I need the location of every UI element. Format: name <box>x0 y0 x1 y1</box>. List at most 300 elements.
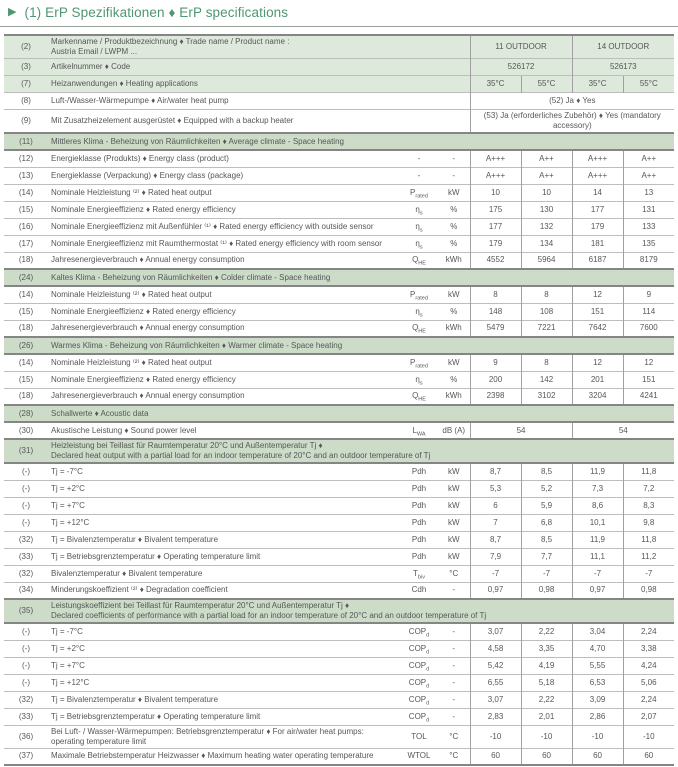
value-cell: -7 <box>470 565 521 582</box>
table-row <box>4 691 674 708</box>
table-row <box>4 657 674 674</box>
description-cell: Tj = +12°C <box>48 674 400 691</box>
value-cell: 0,97 <box>470 582 521 599</box>
value-cell: 60 <box>470 748 521 765</box>
description-cell: Tj = +7°C <box>48 657 400 674</box>
value-cell: 4552 <box>470 252 521 269</box>
table-row <box>4 725 674 748</box>
row-number-cell: (14) <box>4 286 48 303</box>
table-row <box>4 708 674 725</box>
value-cell: 134 <box>521 235 572 252</box>
value-cell: 9 <box>623 286 674 303</box>
description-cell: Nominale Heizleistung ⁽²⁾ ♦ Rated heat output <box>48 184 400 201</box>
value-cell: 11,2 <box>623 548 674 565</box>
value-cell: 4,19 <box>521 657 572 674</box>
row-number-cell: (-) <box>4 640 48 657</box>
value-cell: 181 <box>572 235 623 252</box>
description-cell: Tj = Bivalenztemperatur ♦ Bivalent temperature <box>48 531 400 548</box>
value-cell: A+++ <box>572 150 623 167</box>
value-cell: 6187 <box>572 252 623 269</box>
erp-spec-table-body <box>4 35 674 765</box>
value-cell: 9,8 <box>623 514 674 531</box>
value-cell: 2,86 <box>572 708 623 725</box>
value-cell: 3,04 <box>572 623 623 640</box>
section-header-row <box>4 599 674 623</box>
description-cell: Bivalenztemperatur ♦ Bivalent temperature <box>48 565 400 582</box>
value-cell: 4,70 <box>572 640 623 657</box>
symbol-cell: $COP_d$ <box>400 691 438 708</box>
value-cell: 179 <box>470 235 521 252</box>
description-cell: Luft-/Wasser-Wärmepumpe ♦ Air/water heat pump <box>48 93 470 110</box>
symbol-cell: Pdh <box>400 497 438 514</box>
value-cell: 10,1 <box>572 514 623 531</box>
symbol-cell: $P_{rated}$ <box>400 354 438 371</box>
value-cell: 6,8 <box>521 514 572 531</box>
value-cell: 11,8 <box>623 463 674 480</box>
value-cell: 10 <box>470 184 521 201</box>
value-cell: 6,55 <box>470 674 521 691</box>
description-cell: Nominale Heizleistung ⁽²⁾ ♦ Rated heat output <box>48 354 400 371</box>
description-cell: Maximale Betriebstemperatur Heizwasser ♦ Maximum heating water operating temperature <box>48 748 400 765</box>
value-cell: 8,5 <box>521 463 572 480</box>
table-row <box>4 480 674 497</box>
row-number-cell: (35) <box>4 599 48 623</box>
value-cell: 60 <box>623 748 674 765</box>
title-divider <box>0 26 678 27</box>
row-number-cell: (32) <box>4 565 48 582</box>
value-cell: 7 <box>470 514 521 531</box>
value-cell: 2,22 <box>521 623 572 640</box>
value-cell: 14 <box>572 184 623 201</box>
symbol-cell: $P_{rated}$ <box>400 286 438 303</box>
unit-cell: °C <box>438 725 470 748</box>
value-cell: 5,42 <box>470 657 521 674</box>
value-cell: 8 <box>521 354 572 371</box>
description-cell: Energieklasse (Produkts) ♦ Energy class (product) <box>48 150 400 167</box>
value-cell: 54 <box>470 422 572 439</box>
row-number-cell: (24) <box>4 269 48 286</box>
value-cell: 7221 <box>521 320 572 337</box>
row-number-cell: (9) <box>4 110 48 134</box>
value-cell: 7600 <box>623 320 674 337</box>
value-cell: 151 <box>623 371 674 388</box>
table-row <box>4 354 674 371</box>
row-number-cell: (3) <box>4 59 48 76</box>
unit-cell: % <box>438 371 470 388</box>
table-row <box>4 623 674 640</box>
value-cell: 114 <box>623 303 674 320</box>
table-row <box>4 514 674 531</box>
unit-cell: - <box>438 150 470 167</box>
value-cell: 151 <box>572 303 623 320</box>
unit-cell: % <box>438 303 470 320</box>
value-cell: 0,98 <box>521 582 572 599</box>
description-cell: Tj = Bivalenztemperatur ♦ Bivalent temperature <box>48 691 400 708</box>
value-cell: -10 <box>521 725 572 748</box>
value-cell: 6 <box>470 497 521 514</box>
value-cell: 131 <box>623 201 674 218</box>
description-cell: Tj = -7°C <box>48 463 400 480</box>
value-cell: A+++ <box>470 167 521 184</box>
description-cell: Akustische Leistung ♦ Sound power level <box>48 422 400 439</box>
value-cell: 5,55 <box>572 657 623 674</box>
row-number-cell: (14) <box>4 184 48 201</box>
value-cell: 108 <box>521 303 572 320</box>
table-row <box>4 252 674 269</box>
value-cell: 55°C <box>521 76 572 93</box>
symbol-cell: Pdh <box>400 531 438 548</box>
unit-cell: - <box>438 582 470 599</box>
value-cell: 201 <box>572 371 623 388</box>
unit-cell: % <box>438 218 470 235</box>
table-row <box>4 748 674 765</box>
unit-cell: kW <box>438 497 470 514</box>
value-cell: 177 <box>470 218 521 235</box>
symbol-cell: Pdh <box>400 514 438 531</box>
row-number-cell: (12) <box>4 150 48 167</box>
value-cell: 132 <box>521 218 572 235</box>
value-cell: 526172 <box>470 59 572 76</box>
value-cell: 11,8 <box>623 531 674 548</box>
value-cell: 5,2 <box>521 480 572 497</box>
unit-cell: - <box>438 657 470 674</box>
value-cell: 8179 <box>623 252 674 269</box>
symbol-cell: WTOL <box>400 748 438 765</box>
value-cell: 3,38 <box>623 640 674 657</box>
table-row <box>4 201 674 218</box>
row-number-cell: (-) <box>4 463 48 480</box>
value-cell: 3204 <box>572 388 623 405</box>
description-cell: Nominale Energieeffizienz ♦ Rated energy efficiency <box>48 303 400 320</box>
value-cell: 60 <box>572 748 623 765</box>
value-cell: 8,7 <box>470 531 521 548</box>
unit-cell: kWh <box>438 320 470 337</box>
symbol-cell: - <box>400 150 438 167</box>
unit-cell: - <box>438 691 470 708</box>
row-number-cell: (28) <box>4 405 48 422</box>
table-row <box>4 235 674 252</box>
description-cell: Minderungskoeffizient ⁽²⁾ ♦ Degradation coefficient <box>48 582 400 599</box>
value-cell: 133 <box>623 218 674 235</box>
row-number-cell: (32) <box>4 691 48 708</box>
row-number-cell: (14) <box>4 354 48 371</box>
value-cell: 55°C <box>623 76 674 93</box>
value-cell: 35°C <box>572 76 623 93</box>
expand-arrow-icon: ▶ <box>8 6 17 18</box>
unit-cell: - <box>438 708 470 725</box>
table-row <box>4 548 674 565</box>
unit-cell: kW <box>438 184 470 201</box>
value-cell: 3,07 <box>470 623 521 640</box>
table-row <box>4 93 674 110</box>
description-cell: Nominale Energieeffizienz ♦ Rated energy efficiency <box>48 371 400 388</box>
value-cell: 3,07 <box>470 691 521 708</box>
row-number-cell: (-) <box>4 480 48 497</box>
value-cell: 60 <box>521 748 572 765</box>
row-number-cell: (33) <box>4 548 48 565</box>
value-cell: 11,9 <box>572 463 623 480</box>
value-cell: 2,01 <box>521 708 572 725</box>
value-cell: 2,24 <box>623 691 674 708</box>
table-row <box>4 463 674 480</box>
value-cell: 7,9 <box>470 548 521 565</box>
erp-spec-table <box>4 34 674 766</box>
value-cell: 135 <box>623 235 674 252</box>
row-number-cell: (33) <box>4 708 48 725</box>
row-number-cell: (16) <box>4 218 48 235</box>
value-cell: 8,6 <box>572 497 623 514</box>
value-cell: 3,35 <box>521 640 572 657</box>
section-title-cell: Kaltes Klima - Beheizung von Räumlichkeiten ♦ Colder climate - Space heating <box>48 269 674 286</box>
section-title-cell: Mittleres Klima - Beheizung von Räumlichkeiten ♦ Average climate - Space heating <box>48 133 674 150</box>
value-cell: 11,1 <box>572 548 623 565</box>
symbol-cell: $COP_d$ <box>400 708 438 725</box>
table-row <box>4 303 674 320</box>
value-cell: 3102 <box>521 388 572 405</box>
symbol-cell: $\eta_s$ <box>400 303 438 320</box>
section-header-row <box>4 269 674 286</box>
value-cell: 5,9 <box>521 497 572 514</box>
row-number-cell: (2) <box>4 35 48 59</box>
value-cell: 7642 <box>572 320 623 337</box>
value-cell: 179 <box>572 218 623 235</box>
section-header-row <box>4 337 674 354</box>
value-cell: 7,3 <box>572 480 623 497</box>
value-cell: 526173 <box>572 59 674 76</box>
row-number-cell: (-) <box>4 674 48 691</box>
symbol-cell: $L_{WA}$ <box>400 422 438 439</box>
value-cell: 13 <box>623 184 674 201</box>
value-cell: -10 <box>572 725 623 748</box>
description-cell: Markenname / Produktbezeichnung ♦ Trade name / Product name : Austria Email / LWPM ... <box>48 35 470 59</box>
section-header-row <box>4 405 674 422</box>
page-title: (1) ErP Spezifikationen ♦ ErP specifications <box>24 5 289 20</box>
description-cell: Tj = -7°C <box>48 623 400 640</box>
description-cell: Nominale Energieeffizienz mit Raumthermostat ⁽¹⁾ ♦ Rated energy efficiency with room sensor <box>48 235 400 252</box>
value-cell: 8,7 <box>470 463 521 480</box>
value-cell: 8,3 <box>623 497 674 514</box>
unit-cell: °C <box>438 565 470 582</box>
value-cell: 10 <box>521 184 572 201</box>
symbol-cell: TOL <box>400 725 438 748</box>
value-cell: -10 <box>470 725 521 748</box>
row-number-cell: (31) <box>4 439 48 463</box>
row-number-cell: (-) <box>4 514 48 531</box>
value-cell: 5,18 <box>521 674 572 691</box>
value-cell: 7,2 <box>623 480 674 497</box>
unit-cell: dB (A) <box>438 422 470 439</box>
symbol-cell: $\eta_s$ <box>400 201 438 218</box>
value-cell: 2,07 <box>623 708 674 725</box>
symbol-cell: $COP_d$ <box>400 657 438 674</box>
value-cell: 4,58 <box>470 640 521 657</box>
value-cell: 2,22 <box>521 691 572 708</box>
table-row <box>4 582 674 599</box>
value-cell: A+++ <box>470 150 521 167</box>
description-cell: Mit Zusatzheizelement ausgerüstet ♦ Equipped with a backup heater <box>48 110 470 134</box>
description-cell: Nominale Energieeffizienz mit Außenfühler ⁽¹⁾ ♦ Rated energy efficiency with outside sensor <box>48 218 400 235</box>
description-cell: Jahresenergieverbrauch ♦ Annual energy consumption <box>48 388 400 405</box>
value-cell: A++ <box>521 150 572 167</box>
row-number-cell: (18) <box>4 388 48 405</box>
symbol-cell: $Q_{HE}$ <box>400 252 438 269</box>
table-row <box>4 422 674 439</box>
value-cell: 142 <box>521 371 572 388</box>
value-cell: A++ <box>623 150 674 167</box>
section-title-cell: Warmes Klima - Beheizung von Räumlichkeiten ♦ Warmer climate - Space heating <box>48 337 674 354</box>
section-title-cell: Schallwerte ♦ Acoustic data <box>48 405 674 422</box>
value-cell: 35°C <box>470 76 521 93</box>
symbol-cell: Pdh <box>400 548 438 565</box>
symbol-cell: Pdh <box>400 480 438 497</box>
value-cell: 148 <box>470 303 521 320</box>
symbol-cell: $Q_{HE}$ <box>400 320 438 337</box>
table-row <box>4 497 674 514</box>
value-cell: 12 <box>623 354 674 371</box>
value-cell: 8 <box>521 286 572 303</box>
table-row <box>4 218 674 235</box>
unit-cell: - <box>438 640 470 657</box>
symbol-cell: $\eta_s$ <box>400 218 438 235</box>
value-cell: 5,06 <box>623 674 674 691</box>
unit-cell: - <box>438 167 470 184</box>
unit-cell: kW <box>438 514 470 531</box>
description-cell: Bei Luft- / Wasser-Wärmepumpen: Betriebsgrenztemperatur ♦ For air/water heat pumps: operating temperature limit <box>48 725 400 748</box>
unit-cell: kW <box>438 354 470 371</box>
description-cell: Tj = Betriebsgrenztemperatur ♦ Operating temperature limit <box>48 708 400 725</box>
section-title-cell: Leistungskoeffizient bei Teillast für Raumtemperatur 20°C und Außentemperatur Tj ♦ Declared coefficients of performance with a partial load for an indoor temperature of 20°C and an outdoor temperature of Tj <box>48 599 674 623</box>
row-number-cell: (37) <box>4 748 48 765</box>
symbol-cell: $COP_d$ <box>400 674 438 691</box>
row-number-cell: (-) <box>4 623 48 640</box>
value-cell: 4241 <box>623 388 674 405</box>
value-cell: 4,24 <box>623 657 674 674</box>
row-number-cell: (11) <box>4 133 48 150</box>
value-cell: 7,7 <box>521 548 572 565</box>
value-cell: A++ <box>623 167 674 184</box>
description-cell: Energieklasse (Verpackung) ♦ Energy class (package) <box>48 167 400 184</box>
description-cell: Tj = +12°C <box>48 514 400 531</box>
table-row <box>4 150 674 167</box>
value-cell: 0,98 <box>623 582 674 599</box>
value-cell: -7 <box>521 565 572 582</box>
table-row <box>4 76 674 93</box>
table-row <box>4 565 674 582</box>
unit-cell: kW <box>438 286 470 303</box>
description-cell: Jahresenergieverbrauch ♦ Annual energy consumption <box>48 320 400 337</box>
unit-cell: - <box>438 674 470 691</box>
section-title-cell: Heizleistung bei Teillast für Raumtemperatur 20°C und Außentemperatur Tj ♦ Declared heat output with a partial load for an indoor temperature of 20°C and an outdoor temperature of Tj <box>48 439 674 463</box>
symbol-cell: $\eta_s$ <box>400 235 438 252</box>
value-cell: 14 OUTDOOR <box>572 35 674 59</box>
value-cell: 200 <box>470 371 521 388</box>
table-row <box>4 371 674 388</box>
table-row <box>4 531 674 548</box>
section-header-row <box>4 439 674 463</box>
row-number-cell: (18) <box>4 252 48 269</box>
value-cell: 11,9 <box>572 531 623 548</box>
table-row <box>4 640 674 657</box>
value-cell: A++ <box>521 167 572 184</box>
section-header-row <box>4 133 674 150</box>
row-number-cell: (15) <box>4 371 48 388</box>
value-cell: 175 <box>470 201 521 218</box>
description-cell: Jahresenergieverbrauch ♦ Annual energy consumption <box>48 252 400 269</box>
table-row <box>4 110 674 134</box>
value-cell: 2398 <box>470 388 521 405</box>
table-row <box>4 35 674 59</box>
table-row <box>4 320 674 337</box>
symbol-cell: $Q_{HE}$ <box>400 388 438 405</box>
value-cell: 5964 <box>521 252 572 269</box>
value-cell: 8 <box>470 286 521 303</box>
unit-cell: °C <box>438 748 470 765</box>
table-row <box>4 286 674 303</box>
value-cell: (53) Ja (erforderliches Zubehör) ♦ Yes (mandatory accessory) <box>470 110 674 134</box>
value-cell: -7 <box>623 565 674 582</box>
unit-cell: - <box>438 623 470 640</box>
value-cell: 2,24 <box>623 623 674 640</box>
symbol-cell: $\eta_s$ <box>400 371 438 388</box>
symbol-cell: $COP_d$ <box>400 640 438 657</box>
symbol-cell: $P_{rated}$ <box>400 184 438 201</box>
value-cell: 12 <box>572 286 623 303</box>
row-number-cell: (-) <box>4 657 48 674</box>
value-cell: 2,83 <box>470 708 521 725</box>
table-row <box>4 388 674 405</box>
value-cell: A+++ <box>572 167 623 184</box>
value-cell: 8,5 <box>521 531 572 548</box>
unit-cell: kW <box>438 531 470 548</box>
row-number-cell: (8) <box>4 93 48 110</box>
row-number-cell: (18) <box>4 320 48 337</box>
row-number-cell: (17) <box>4 235 48 252</box>
row-number-cell: (15) <box>4 303 48 320</box>
unit-cell: kW <box>438 480 470 497</box>
description-cell: Artikelnummer ♦ Code <box>48 59 470 76</box>
description-cell: Tj = +2°C <box>48 480 400 497</box>
row-number-cell: (15) <box>4 201 48 218</box>
value-cell: 5479 <box>470 320 521 337</box>
table-row <box>4 59 674 76</box>
description-cell: Tj = Betriebsgrenztemperatur ♦ Operating temperature limit <box>48 548 400 565</box>
symbol-cell: $T_{biv}$ <box>400 565 438 582</box>
table-row <box>4 184 674 201</box>
unit-cell: kW <box>438 463 470 480</box>
row-number-cell: (-) <box>4 497 48 514</box>
value-cell: 5,3 <box>470 480 521 497</box>
symbol-cell: $COP_d$ <box>400 623 438 640</box>
unit-cell: kWh <box>438 388 470 405</box>
symbol-cell: Cdh <box>400 582 438 599</box>
description-cell: Tj = +2°C <box>48 640 400 657</box>
table-row <box>4 674 674 691</box>
value-cell: 11 OUTDOOR <box>470 35 572 59</box>
value-cell: 12 <box>572 354 623 371</box>
row-number-cell: (36) <box>4 725 48 748</box>
value-cell: 177 <box>572 201 623 218</box>
description-cell: Tj = +7°C <box>48 497 400 514</box>
section-title-bar[interactable] <box>0 0 678 23</box>
description-cell: Nominale Energieeffizienz ♦ Rated energy efficiency <box>48 201 400 218</box>
row-number-cell: (7) <box>4 76 48 93</box>
unit-cell: % <box>438 201 470 218</box>
table-row <box>4 167 674 184</box>
unit-cell: kWh <box>438 252 470 269</box>
value-cell: 54 <box>572 422 674 439</box>
unit-cell: kW <box>438 548 470 565</box>
row-number-cell: (34) <box>4 582 48 599</box>
